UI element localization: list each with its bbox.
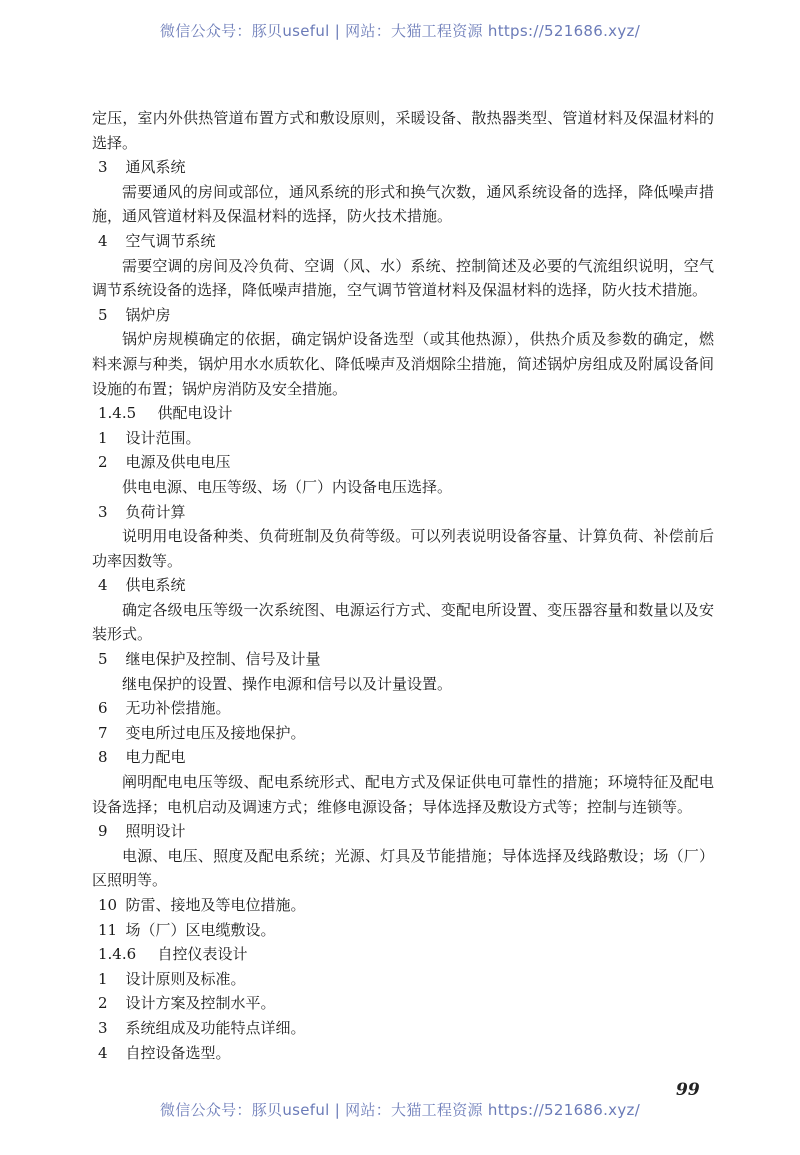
item-heading: [92, 696, 714, 721]
item-title: 系统组成及功能特点详细。: [125, 1018, 306, 1037]
item-heading: [92, 745, 714, 770]
item-heading: [92, 967, 714, 992]
item-title: 锅炉房: [125, 305, 171, 324]
item-title: 电力配电: [125, 748, 186, 767]
item-title: 自控设备选型。: [125, 1043, 231, 1062]
item-heading: [92, 426, 714, 451]
item-number: 10: [98, 896, 118, 914]
item-number: 1.4.6: [98, 945, 137, 964]
paragraph: 锅炉房规模确定的依据，确定锅炉设备选型（或其他热源），供热介质及参数的确定，燃料来源与种类，锅炉用水水质软化、降低噪声及消烟除尘措施，简述锅炉房组成及附属设备间设施的布置；锅炉房消防及安全措施。: [92, 330, 714, 398]
item-heading: [92, 991, 714, 1016]
paragraph: 供电电源、电压等级、场（厂）内设备电压选择。: [122, 477, 453, 496]
item-number: 4: [98, 231, 108, 250]
item-title: 负荷计算: [125, 502, 186, 521]
item-title: 自控仪表设计: [157, 945, 248, 964]
item-title: 防雷、接地及等电位措施。: [125, 896, 306, 914]
item-heading: [92, 229, 714, 254]
item-title: 电源及供电电压: [125, 453, 231, 472]
item-title: 设计方案及控制水平。: [125, 994, 276, 1013]
item-title: 空气调节系统: [125, 231, 216, 250]
paragraph: 说明用电设备种类、负荷班制及负荷等级。可以列表说明设备容量、计算负荷、补偿前后功率因数等。: [92, 527, 714, 570]
paragraph: 继电保护的设置、操作电源和信号以及计量设置。: [122, 674, 453, 693]
watermark-footer: 微信公众号：豚贝useful | 网站：大猫工程资源 https://521686.xyz/: [159, 1101, 641, 1119]
section-heading: [92, 401, 714, 426]
item-number: 2: [98, 453, 108, 472]
item-title: 通风系统: [125, 158, 186, 177]
item-number: 9: [98, 822, 108, 841]
item-heading: [92, 1016, 714, 1041]
item-number: 3: [98, 1018, 108, 1037]
item-title: 照明设计: [125, 822, 186, 841]
item-number: 4: [98, 1043, 108, 1062]
item-title: 无功补偿措施。: [125, 699, 231, 718]
item-heading: [92, 918, 714, 943]
paragraph: 需要空调的房间及冷负荷、空调（风、水）系统、控制简述及必要的气流组织说明，空气调节系统设备的选择，降低噪声措施，空气调节管道材料及保温材料的选择，防火技术措施。: [92, 256, 714, 300]
item-number: 3: [98, 502, 108, 521]
item-title: 供电系统: [125, 576, 186, 595]
item-heading: [92, 819, 714, 844]
paragraph: 定压，室内外供热管道布置方式和敷设原则，采暖设备、散热器类型、管道材料及保温材料的选择。: [92, 109, 714, 152]
item-heading: [92, 893, 714, 918]
paragraph: 确定各级电压等级一次系统图、电源运行方式、变配电所设置、变压器容量和数量以及安装形式。: [92, 600, 714, 644]
paragraph: 阐明配电电压等级、配电系统形式、配电方式及保证供电可靠性的措施；环境特征及配电设备选择；电机启动及调速方式；维修电源设备；导体选择及敷设方式等；控制与连锁等。: [92, 773, 714, 816]
item-number: 6: [98, 699, 108, 718]
item-heading: [92, 573, 714, 598]
page-number: 99: [676, 1080, 700, 1100]
item-heading: [92, 721, 714, 746]
paragraph: 电源、电压、照度及配电系统；光源、灯具及节能措施；导体选择及线路敷设；场（厂）区照明等。: [92, 846, 714, 890]
item-number: 8: [98, 748, 108, 767]
paragraph: 需要通风的房间或部位，通风系统的形式和换气次数，通风系统设备的选择，降低噪声措施，通风管道材料及保温材料的选择，防火技术措施。: [92, 182, 714, 226]
item-title: 设计范围。: [125, 428, 201, 447]
item-number: 7: [98, 723, 108, 742]
item-number: 4: [98, 576, 108, 595]
item-number: 1.4.5: [98, 404, 137, 423]
item-number: 11: [98, 920, 118, 939]
item-title: 变电所过电压及接地保护。: [125, 723, 306, 742]
watermark-header: 微信公众号：豚贝useful | 网站：大猫工程资源 https://521686.xyz/: [159, 22, 641, 40]
item-number: 3: [98, 158, 108, 177]
item-number: 1: [98, 428, 108, 447]
item-number: 5: [98, 305, 108, 324]
section-heading: [92, 942, 714, 967]
item-heading: [92, 155, 714, 180]
document-body: [92, 106, 714, 1065]
item-heading: [92, 500, 714, 525]
item-title: 供配电设计: [157, 404, 233, 423]
item-heading: [92, 647, 714, 672]
item-number: 2: [98, 994, 108, 1013]
item-title: 设计原则及标准。: [125, 969, 246, 988]
item-title: 继电保护及控制、信号及计量: [125, 650, 321, 669]
item-number: 5: [98, 650, 108, 669]
item-heading: [92, 450, 714, 475]
item-title: 场（厂）区电缆敷设。: [125, 920, 276, 939]
item-heading: [92, 1041, 714, 1066]
item-heading: [92, 303, 714, 328]
item-number: 1: [98, 969, 108, 988]
